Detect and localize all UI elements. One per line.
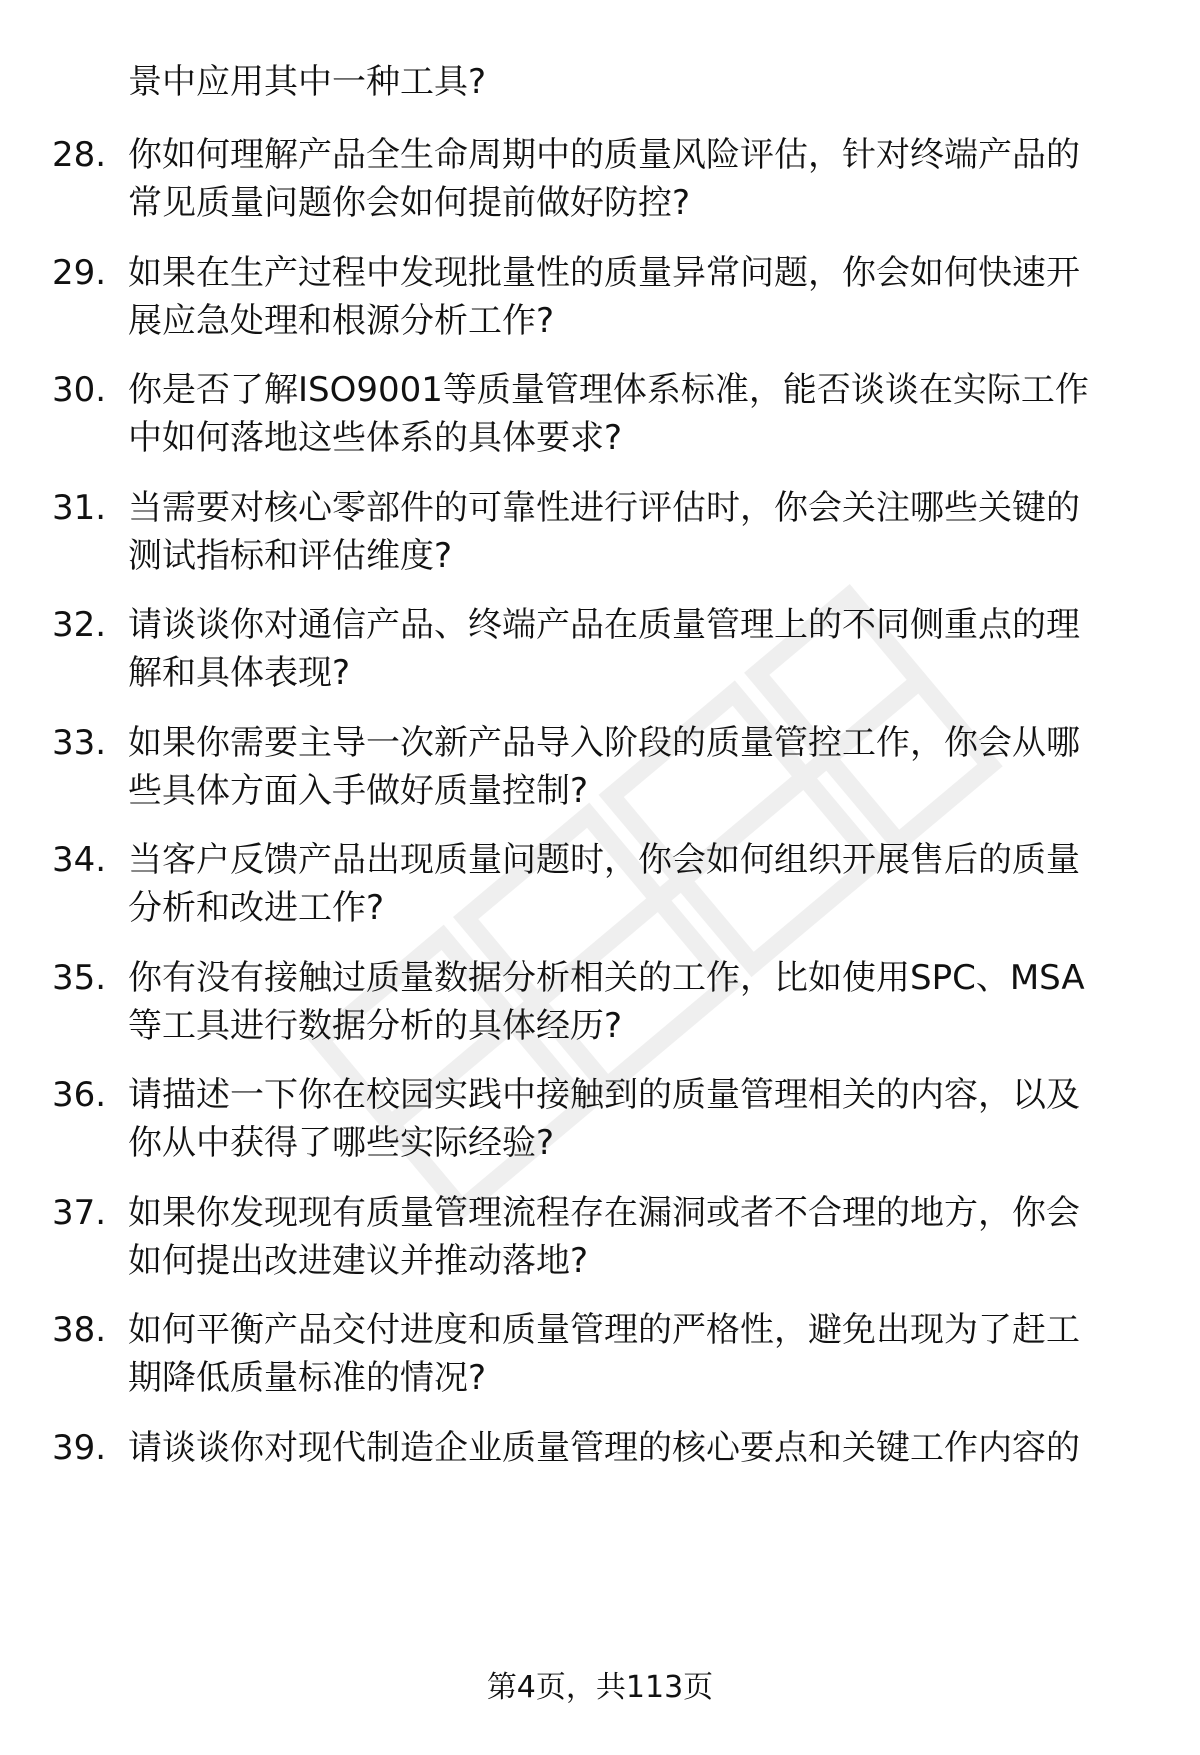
question-text [128,1306,1138,1402]
question-text [128,836,1138,932]
question-text [128,601,1138,697]
question-item-39 [0,1424,1200,1524]
question-number: 30. [52,370,107,410]
question-item-34 [0,836,1200,936]
question-line: 请描述一下你在校园实践中接触到的质量管理相关的内容，以及 [128,1075,1080,1115]
question-item-38 [0,1306,1200,1406]
question-line: 些具体方面入手做好质量控制? [128,771,589,811]
question-item-30 [0,366,1200,466]
question-line: 当需要对核心零部件的可靠性进行评估时，你会关注哪些关键的 [128,488,1080,528]
question-text [128,366,1138,462]
question-line: 期降低质量标准的情况? [128,1358,487,1398]
question-number: 36. [52,1075,107,1115]
question-item-36 [0,1071,1200,1171]
question-item-32 [0,601,1200,701]
question-text [128,249,1138,345]
question-item-33 [0,719,1200,819]
question-number: 38. [52,1310,107,1350]
question-item-29 [0,249,1200,349]
question-text [128,719,1138,815]
question-line: 等工具进行数据分析的具体经历? [128,1006,623,1046]
question-text [128,954,1138,1050]
question-text [128,1189,1138,1285]
question-line: 请谈谈你对现代制造企业质量管理的核心要点和关键工作内容的 [128,1428,1080,1468]
question-number: 29. [52,253,107,293]
question-text [128,1424,1138,1472]
question-line: 如果你发现现有质量管理流程存在漏洞或者不合理的地方，你会 [128,1193,1080,1233]
question-line: 当客户反馈产品出现质量问题时，你会如何组织开展售后的质量 [128,840,1080,880]
question-number: 37. [52,1193,107,1233]
question-item-37 [0,1189,1200,1289]
question-line: 分析和改进工作? [128,888,385,928]
question-number: 31. [52,488,107,528]
question-line: 常见质量问题你会如何提前做好防控? [128,183,691,223]
question-item-31 [0,484,1200,584]
question-item-28 [0,131,1200,231]
question-line: 测试指标和评估维度? [128,536,453,576]
question-number: 32. [52,605,107,645]
question-line: 中如何落地这些体系的具体要求? [128,418,623,458]
question-number: 28. [52,135,107,175]
continued-question-text: 景中应用其中一种工具? [128,62,487,102]
question-text [128,1071,1138,1167]
question-number: 35. [52,958,107,998]
question-number: 39. [52,1428,107,1468]
question-line: 解和具体表现? [128,653,351,693]
question-line: 你如何理解产品全生命周期中的质量风险评估，针对终端产品的 [128,135,1080,175]
question-number: 33. [52,723,107,763]
question-number: 34. [52,840,107,880]
question-item-35 [0,954,1200,1054]
question-line: 你从中获得了哪些实际经验? [128,1123,555,1163]
question-line: 你是否了解ISO9001等质量管理体系标准，能否谈谈在实际工作 [128,370,1089,410]
question-line: 展应急处理和根源分析工作? [128,301,555,341]
question-line: 如果在生产过程中发现批量性的质量异常问题，你会如何快速开 [128,253,1080,293]
question-line: 请谈谈你对通信产品、终端产品在质量管理上的不同侧重点的理 [128,605,1080,645]
question-line: 如何提出改进建议并推动落地? [128,1241,589,1281]
question-line: 你有没有接触过质量数据分析相关的工作，比如使用SPC、MSA [128,958,1085,998]
question-line: 如何平衡产品交付进度和质量管理的严格性，避免出现为了赶工 [128,1310,1080,1350]
page-footer: 第4页，共113页 [486,1670,714,1705]
question-text [128,484,1138,580]
question-text [128,131,1138,227]
question-line: 如果你需要主导一次新产品导入阶段的质量管控工作，你会从哪 [128,723,1080,763]
